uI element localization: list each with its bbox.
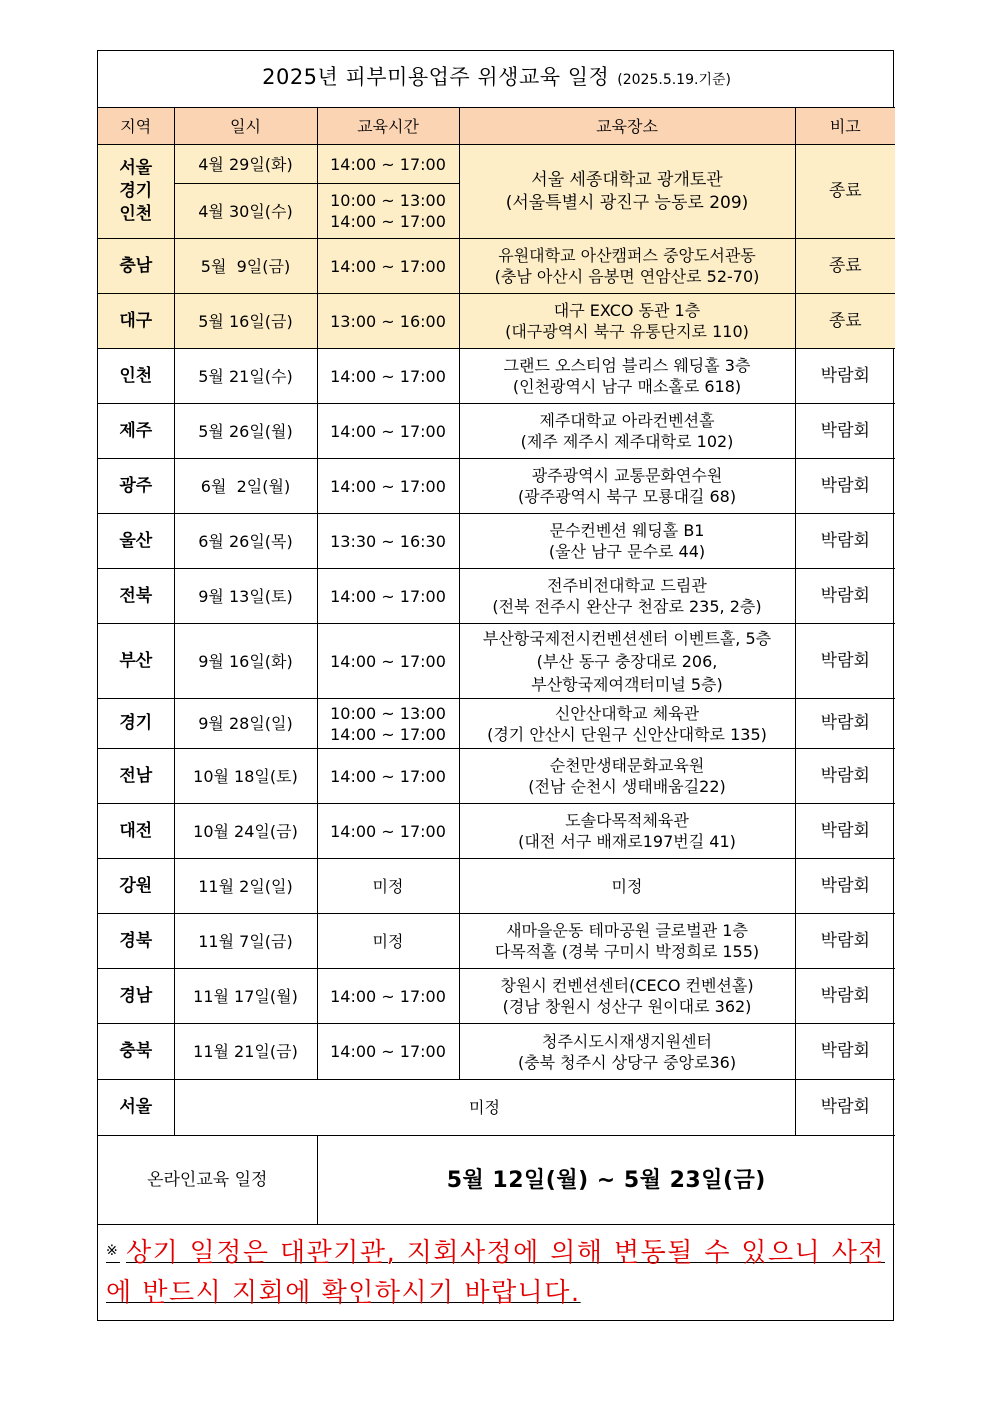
date-cell: 11월 17일(월) [174, 969, 317, 1024]
region-cell: 부산 [98, 624, 174, 699]
note-cell: 박람회 [795, 914, 895, 969]
note-cell: 박람회 [795, 859, 895, 914]
place-cell [459, 569, 795, 624]
note-cell: 박람회 [795, 804, 895, 859]
region-cell: 대전 [98, 804, 174, 859]
place-cell [459, 699, 795, 749]
time-cell [317, 749, 459, 804]
place-line: (울산 남구 문수로 44) [548, 542, 706, 561]
place-cell [459, 969, 795, 1024]
place-line: (전북 전주시 완산구 천잠로 235, 2층) [492, 597, 762, 616]
place-cell [459, 459, 795, 514]
place-line: 그랜드 오스티엄 블리스 웨딩홀 3층 [503, 356, 751, 375]
place-line: 청주시도시재생지원센터 [541, 1031, 713, 1051]
notice-text [106, 1231, 885, 1313]
time-cell [317, 969, 459, 1024]
region-line: 인천 [119, 204, 153, 224]
region-cell: 전남 [98, 749, 174, 804]
table-row [98, 294, 895, 349]
schedule-sheet [97, 50, 894, 1321]
place-line: (서울특별시 광진구 능동로 209) [505, 192, 749, 213]
header-note: 비고 [795, 108, 895, 145]
page-title: 2025년 피부미용업주 위생교육 일정 [262, 65, 610, 89]
date-cell: 5월 16일(금) [174, 294, 317, 349]
time-line: 미정 [372, 931, 404, 951]
place-cell [459, 349, 795, 404]
place-cell [459, 145, 795, 239]
note-cell: 박람회 [795, 624, 895, 699]
note-cell: 박람회 [795, 969, 895, 1024]
place-cell [459, 1024, 795, 1080]
online-range: 5월 12일(월) ~ 5월 23일(금) [317, 1136, 895, 1225]
date-cell: 11월 2일(일) [174, 859, 317, 914]
region-cell: 광주 [98, 459, 174, 514]
table-row [98, 404, 895, 459]
date-cell: 6월 26일(목) [174, 514, 317, 569]
table-row [98, 145, 895, 184]
region-cell: 경북 [98, 914, 174, 969]
table-row [98, 914, 895, 969]
place-cell [459, 404, 795, 459]
time-line: 14:00 ~ 17:00 [330, 821, 446, 841]
note-cell: 종료 [795, 239, 895, 294]
time-cell [317, 239, 459, 294]
time-line: 14:00 ~ 17:00 [330, 476, 446, 496]
table-row [98, 569, 895, 624]
time-cell [317, 914, 459, 969]
table-row [98, 859, 895, 914]
date-cell: 9월 13일(토) [174, 569, 317, 624]
time-cell [317, 514, 459, 569]
time-line: 14:00 ~ 17:00 [330, 586, 446, 606]
place-line: 유원대학교 아산캠퍼스 중앙도서관동 [498, 246, 756, 265]
date-cell: 10월 24일(금) [174, 804, 317, 859]
place-line: (경남 창원시 성산구 원이대로 362) [502, 997, 752, 1016]
note-cell: 박람회 [795, 349, 895, 404]
notice-body: 상기 일정은 대관기관, 지회사정에 의해 변동될 수 있으니 사전에 반드시 지회에 확인하시기 바랍니다. [106, 1238, 885, 1308]
place-line: 순천만생태문화교육원 [549, 756, 705, 775]
table-row [98, 749, 895, 804]
place-cell [459, 239, 795, 294]
table-row [98, 624, 895, 699]
time-line: 14:00 ~ 17:00 [330, 651, 446, 671]
date-cell: 11월 7일(금) [174, 914, 317, 969]
region-cell: 울산 [98, 514, 174, 569]
time-line: 14:00 ~ 17:00 [330, 724, 446, 744]
table-row [98, 239, 895, 294]
place-line: (대구광역시 북구 유통단지로 110) [505, 322, 749, 341]
time-line: 14:00 ~ 17:00 [330, 256, 446, 276]
time-cell [317, 804, 459, 859]
region-cell: 제주 [98, 404, 174, 459]
place-line: 전주비전대학교 드림관 [547, 576, 707, 595]
time-cell [317, 859, 459, 914]
place-cell [459, 804, 795, 859]
time-cell [317, 184, 459, 239]
place-line: (충남 아산시 음봉면 연암산로 52-70) [494, 267, 760, 286]
date-cell: 5월 21일(수) [174, 349, 317, 404]
place-line: 문수컨벤션 웨딩홀 B1 [549, 521, 705, 540]
place-line: 창원시 컨벤션센터(CECO 컨벤션홀) [500, 976, 754, 995]
region-cell: 강원 [98, 859, 174, 914]
region-cell: 충남 [98, 239, 174, 294]
place-line: 부산항국제전시컨벤션센터 이벤트홀, 5층 [482, 628, 772, 648]
tbd-cell: 미정 [174, 1080, 795, 1136]
time-line: 14:00 ~ 17:00 [330, 766, 446, 786]
place-line: (전남 순천시 생태배움길22) [528, 777, 726, 796]
place-line: 부산항국제여객터미널 5층) [531, 674, 723, 694]
place-cell [459, 514, 795, 569]
date-cell: 9월 28일(일) [174, 699, 317, 749]
table-row [98, 514, 895, 569]
date-cell: 9월 16일(화) [174, 624, 317, 699]
note-cell: 박람회 [795, 459, 895, 514]
time-cell [317, 699, 459, 749]
title-row [98, 51, 895, 108]
place-line: 신안산대학교 체육관 [554, 703, 700, 723]
date-cell: 5월 26일(월) [174, 404, 317, 459]
header-row [98, 108, 895, 145]
time-line: 14:00 ~ 17:00 [330, 421, 446, 441]
table-row [98, 1080, 895, 1136]
time-cell [317, 294, 459, 349]
table-row [98, 1024, 895, 1080]
place-line: 도솔다목적체육관 [565, 811, 689, 830]
place-line: (대전 서구 배재로197번길 41) [518, 832, 736, 851]
place-cell [459, 859, 795, 914]
place-line: (제주 제주시 제주대학로 102) [520, 432, 734, 451]
time-line: 10:00 ~ 13:00 [330, 191, 446, 210]
online-label: 온라인교육 일정 [98, 1136, 317, 1225]
place-line: 제주대학교 아라컨벤션홀 [539, 411, 715, 430]
region-cell: 서울 [98, 1080, 174, 1136]
note-cell: 종료 [795, 145, 895, 239]
region-cell: 충북 [98, 1024, 174, 1080]
table-row [98, 459, 895, 514]
place-line: 새마을운동 테마공원 글로벌관 1층 [506, 921, 748, 940]
place-line: 미정 [611, 876, 643, 896]
notice [106, 1231, 885, 1313]
note-cell: 박람회 [795, 514, 895, 569]
time-line: 14:00 ~ 17:00 [330, 212, 446, 231]
place-cell [459, 914, 795, 969]
date-cell: 6월 2일(월) [174, 459, 317, 514]
region-line: 서울 [119, 158, 153, 178]
place-line: 서울 세종대학교 광개토관 [531, 169, 723, 190]
time-cell: 14:00 ~ 17:00 [317, 145, 459, 184]
place-line: (광주광역시 북구 모룡대길 68) [517, 487, 737, 506]
place-line: (인천광역시 남구 매소홀로 618) [512, 377, 742, 396]
basis-date: (2025.5.19.기준) [617, 72, 731, 88]
table-row [98, 969, 895, 1024]
place-line: (충북 청주시 상당구 중앙로36) [517, 1052, 737, 1072]
schedule-table [98, 51, 895, 1225]
region-cell: 인천 [98, 349, 174, 404]
time-cell [317, 624, 459, 699]
time-line: 13:30 ~ 16:30 [330, 531, 446, 551]
note-cell: 박람회 [795, 569, 895, 624]
header-date: 일시 [174, 108, 317, 145]
online-row [98, 1136, 895, 1225]
date-cell: 11월 21일(금) [174, 1024, 317, 1080]
title-cell [98, 51, 895, 108]
region-line: 경기 [119, 181, 153, 201]
time-line: 10:00 ~ 13:00 [330, 703, 446, 723]
notice-mark: ※ [106, 1243, 120, 1259]
region-cell: 전북 [98, 569, 174, 624]
note-cell: 박람회 [795, 749, 895, 804]
table-row [98, 804, 895, 859]
place-line: 다목적홀 (경북 구미시 박정희로 155) [494, 942, 760, 961]
place-line: (경기 안산시 단원구 신안산대학로 135) [487, 724, 767, 744]
note-cell: 박람회 [795, 404, 895, 459]
header-region: 지역 [98, 108, 174, 145]
place-line: 대구 EXCO 동관 1층 [553, 301, 701, 320]
date-cell: 5월 9일(금) [174, 239, 317, 294]
region-cell: 대구 [98, 294, 174, 349]
time-cell [317, 569, 459, 624]
header-place: 교육장소 [459, 108, 795, 145]
note-cell: 박람회 [795, 699, 895, 749]
header-time: 교육시간 [317, 108, 459, 145]
time-cell [317, 349, 459, 404]
time-line: 13:00 ~ 16:00 [330, 311, 446, 331]
place-line: 광주광역시 교통문화연수원 [531, 466, 723, 485]
date-cell: 10월 18일(토) [174, 749, 317, 804]
place-cell [459, 294, 795, 349]
place-line: (부산 동구 충장대로 206, [536, 651, 718, 671]
time-cell [317, 1024, 459, 1080]
region-cell: 경기 [98, 699, 174, 749]
region-cell [98, 145, 174, 239]
place-cell [459, 749, 795, 804]
note-cell: 박람회 [795, 1024, 895, 1080]
time-line: 미정 [372, 876, 404, 896]
note-cell: 박람회 [795, 1080, 895, 1136]
time-cell [317, 459, 459, 514]
note-cell: 종료 [795, 294, 895, 349]
time-cell [317, 404, 459, 459]
time-line: 14:00 ~ 17:00 [330, 986, 446, 1006]
date-cell: 4월 29일(화) [174, 145, 317, 184]
table-row [98, 699, 895, 749]
time-line: 14:00 ~ 17:00 [330, 366, 446, 386]
table-row [98, 349, 895, 404]
time-line: 14:00 ~ 17:00 [330, 1042, 446, 1061]
region-cell: 경남 [98, 969, 174, 1024]
place-cell [459, 624, 795, 699]
date-cell: 4월 30일(수) [174, 184, 317, 239]
